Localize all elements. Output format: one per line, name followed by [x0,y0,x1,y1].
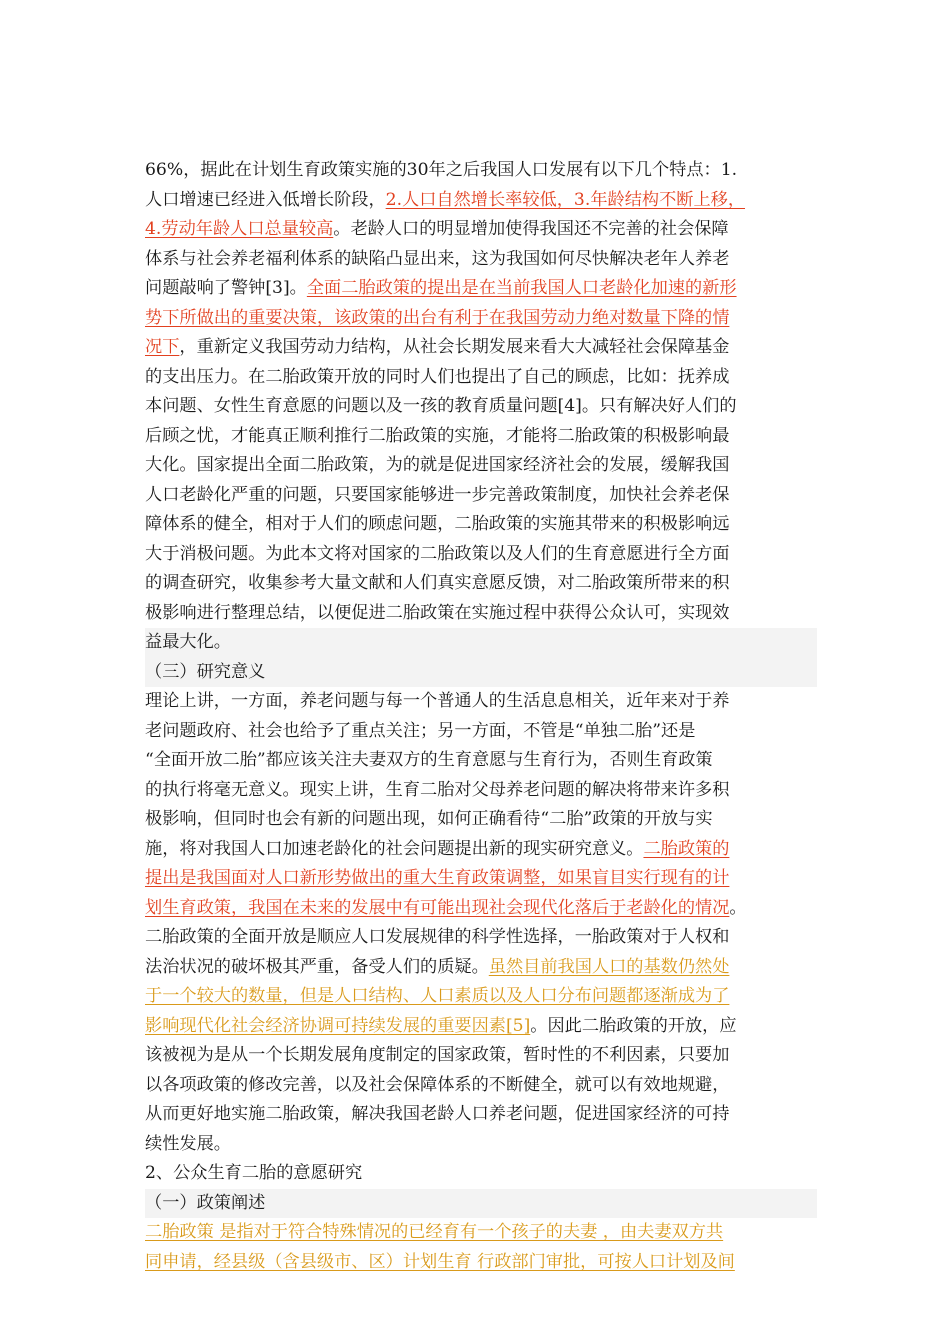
text-line [145,923,817,953]
text-line [145,894,817,924]
text-run: 续性发展。 [145,1133,231,1154]
text-line [145,422,817,452]
text-line [145,215,817,245]
text-line [145,451,817,481]
text-line [145,864,817,894]
highlighted-text-run: 划生育政策，我国在未来的发展中有可能出现社会现代化落后于老龄化的情况 [145,897,730,918]
text-line [145,540,817,570]
text-line [145,1189,817,1219]
text-run: 。因此二胎政策的开放，应 [530,1015,737,1036]
text-run: 老问题政府、社会也给予了重点关注；另一方面，不管是“单独二胎”还是 [145,720,696,741]
text-run: 理论上讲，一方面，养老问题与每一个普通人的生活息息相关，近年来对于养 [145,691,730,711]
text-run: 2、公众生育二胎的意愿研究 [145,1163,363,1183]
text-run: 该被视为是从一个长期发展角度制定的国家政策，暂时性的不利因素，只要加 [145,1045,730,1065]
text-run: 本问题、女性生育意愿的问题以及一孩的教育质量问题[4]。只有解决好人们的 [145,396,737,416]
text-line [145,186,817,216]
highlighted-text-run: 全面二胎政策的提出是在当前我国人口老龄化加速的新形 [306,278,737,298]
text-run: 二胎政策的全面开放是顺应人口发展规律的科学性选择，一胎政策对于人权和 [145,927,730,947]
text-run: 后顾之忧，才能真正顺利推行二胎政策的实施，才能将二胎政策的积极影响最 [145,425,730,446]
text-line [145,776,817,806]
text-run: 的支出压力。在二胎政策开放的同时人们也提出了自己的顾虑，比如：抚养成 [145,366,730,387]
highlighted-text-run: 提出是我国面对人口新形势做出的重大生育政策调整，如果盲目实行现有的计 [145,868,730,888]
text-run: “全面开放二胎”都应该关注夫妻双方的生育意愿与生育行为，否则生育政策 [145,750,713,770]
text-run: 大于消极问题。为此本文将对国家的二胎政策以及人们的生育意愿进行全方面 [145,543,730,564]
document-body [145,156,817,1277]
text-run: 从而更好地实施二胎政策，解决我国老龄人口养老问题，促进国家经济的可持 [145,1104,730,1124]
text-line [145,835,817,865]
highlighted-text-run: 虽然目前我国人口的基数仍然处 [488,956,730,977]
text-run: 问题敲响了警钟[3]。 [145,278,307,298]
text-line [145,805,817,835]
text-run: 益最大化。 [145,632,231,652]
highlighted-text-run: 同申请，经县级（含县级市、区）计划生育 行政部门审批，可按人口计划及间 [145,1251,735,1272]
text-line [145,481,817,511]
text-run: 。老龄人口的明显增加使得我国还不完善的社会保障 [333,219,729,239]
text-line [145,658,817,688]
text-line [145,156,817,186]
text-run: 施，将对我国人口加速老龄化的社会问题提出新的现实研究意义。 [145,838,644,859]
text-line [145,1218,817,1248]
text-run: ，重新定义我国劳动力结构，从社会长期发展来看大大减轻社会保障基金 [179,337,730,357]
text-line [145,363,817,393]
highlighted-text-run: 4.劳动年龄人口总量较高 [145,219,334,239]
text-run: 的调查研究，收集参考大量文献和人们真实意愿反馈，对二胎政策所带来的积 [145,573,730,593]
text-line [145,1012,817,1042]
text-line [145,717,817,747]
text-run: 人口增速已经进入低增长阶段， [145,189,386,210]
text-line [145,953,817,983]
text-line [145,1248,817,1278]
text-line [145,982,817,1012]
text-run: 障体系的健全，相对于人们的顾虑问题，二胎政策的实施其带来的积极影响远 [145,514,730,534]
text-line [145,599,817,629]
text-line [145,1159,817,1189]
text-line [145,333,817,363]
text-run: 人口老龄化严重的问题，只要国家能够进一步完善政策制度，加快社会养老保 [145,484,730,505]
text-run: （三）研究意义 [145,661,266,682]
text-run: 体系与社会养老福利体系的缺陷凸显出来，这为我国如何尽快解决老年人养老 [145,248,730,269]
text-run: 的执行将毫无意义。现实上讲，生育二胎对父母养老问题的解决将带来许多积 [145,779,730,800]
text-run: 66%，据此在计划生育政策实施的30年之后我国人口发展有以下几个特点：1. [145,160,738,180]
text-line [145,1100,817,1130]
text-run: 法治状况的破坏极其严重，备受人们的质疑。 [145,956,489,977]
text-line [145,510,817,540]
text-line [145,569,817,599]
text-line [145,274,817,304]
text-line [145,1041,817,1071]
text-run: 。 [729,897,747,918]
highlighted-text-run: 于一个较大的数量，但是人口结构、人口素质以及人口分布问题都逐渐成为了 [145,986,730,1006]
text-line [145,687,817,717]
text-run: 以各项政策的修改完善，以及社会保障体系的不断健全，就可以有效地规避， [145,1074,730,1095]
highlighted-text-run: 势下所做出的重要决策，该政策的出台有利于在我国劳动力绝对数量下降的情 [145,307,730,328]
highlighted-text-run: 况下 [145,337,180,357]
text-line [145,628,817,658]
text-line [145,1071,817,1101]
text-run: （一）政策阐述 [145,1192,266,1213]
text-line [145,392,817,422]
highlighted-text-run: 影响现代化社会经济协调可持续发展的重要因素[5] [145,1015,531,1036]
text-line [145,304,817,334]
text-run: 极影响，但同时也会有新的问题出现，如何正确看待“二胎”政策的开放与实 [145,809,713,829]
highlighted-text-run: 2.人口自然增长率较低，3.年龄结构不断上移， [385,189,746,210]
text-line [145,1130,817,1160]
text-run: 大化。国家提出全面二胎政策，为的就是促进国家经济社会的发展，缓解我国 [145,455,730,475]
text-run: 极影响进行整理总结，以便促进二胎政策在实施过程中获得公众认可，实现效 [145,602,730,623]
highlighted-text-run: 二胎政策的 [643,838,730,859]
highlighted-text-run: 二胎政策 是指对于符合特殊情况的已经育有一个孩子的夫妻 ，由夫妻双方共 [145,1222,724,1242]
text-line [145,746,817,776]
text-line [145,245,817,275]
